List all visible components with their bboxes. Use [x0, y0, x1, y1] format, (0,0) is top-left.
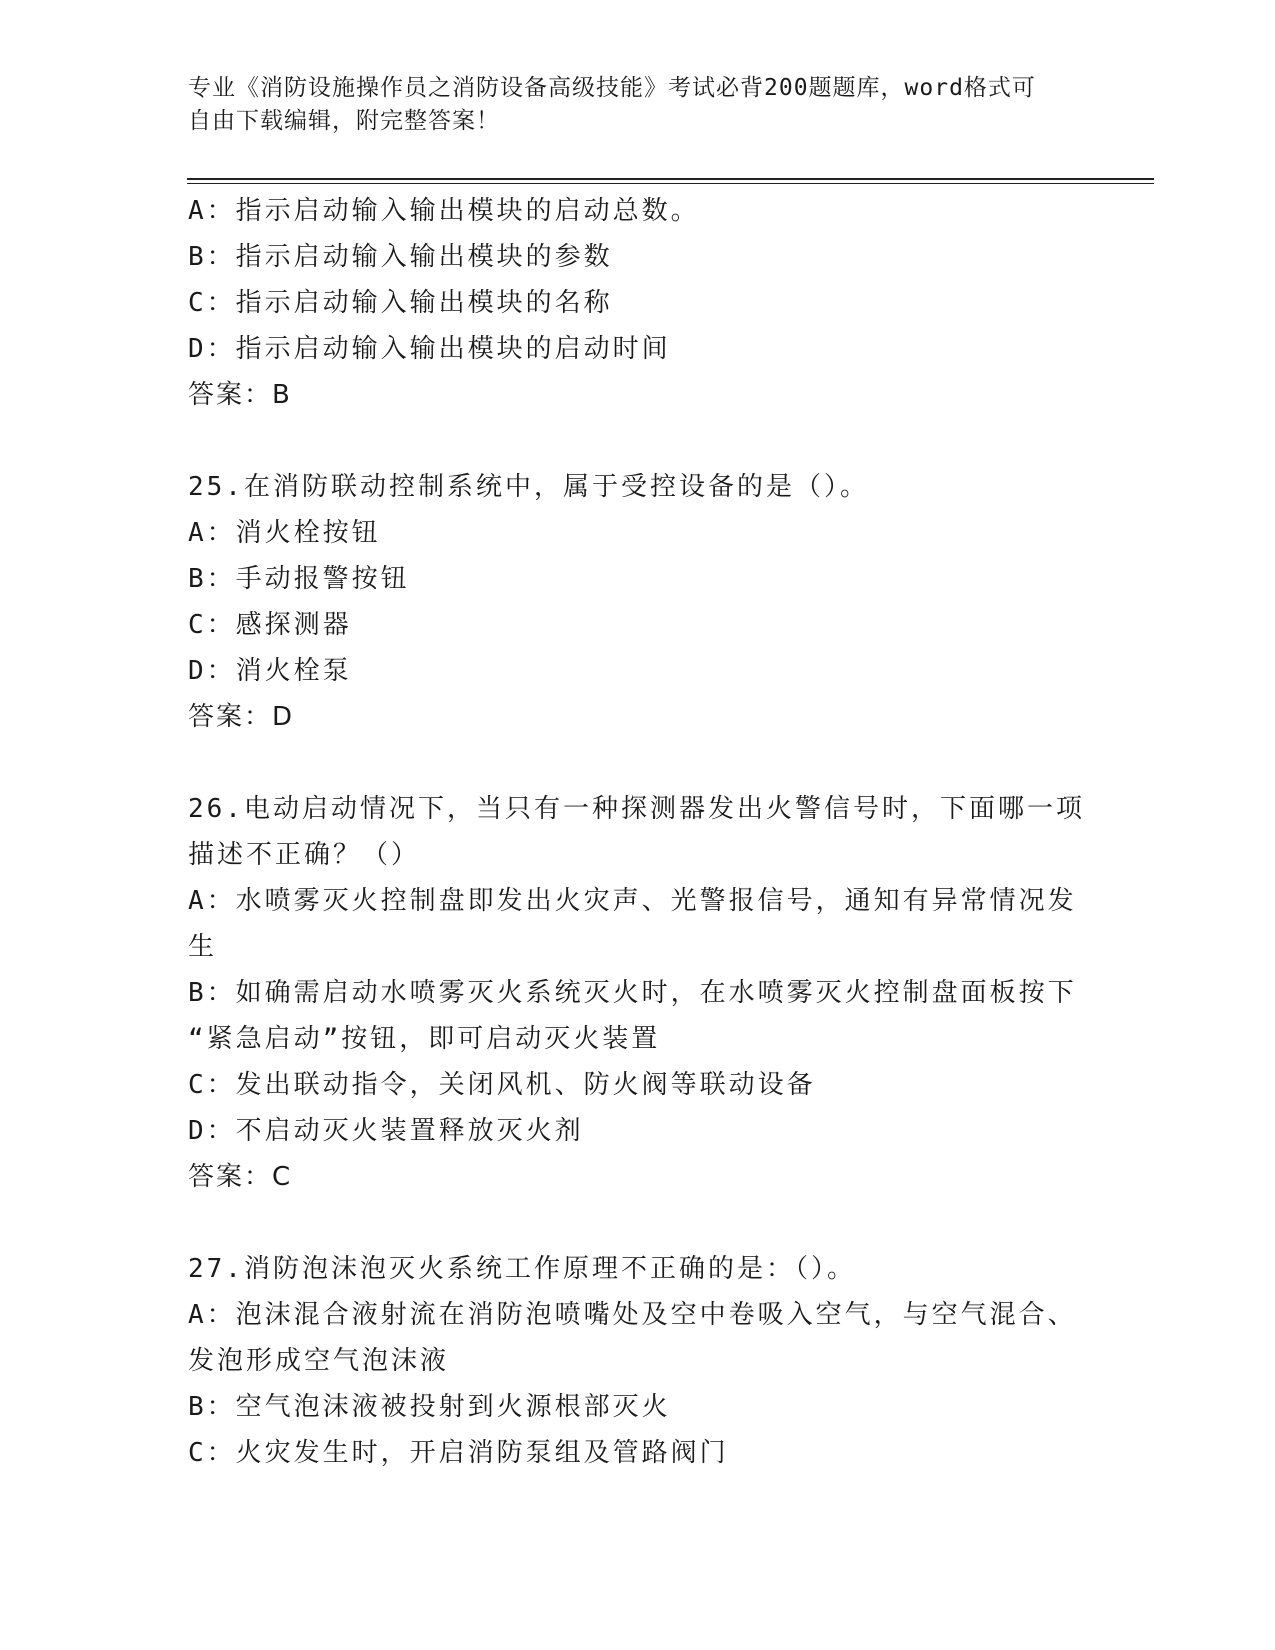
option-d: D：不启动灭火装置释放灭火剂	[188, 1116, 584, 1146]
option-c: C：火灾发生时，开启消防泵组及管路阀门	[188, 1438, 729, 1468]
question-text: 25.在消防联动控制系统中，属于受控设备的是（）。	[188, 472, 869, 502]
option-a-line-1: A：泡沫混合液射流在消防泡喷嘴处及空中卷吸入空气，与空气混合、	[188, 1300, 1077, 1330]
question-25-block	[188, 464, 1088, 740]
option-c: C：发出联动指令，关闭风机、防火阀等联动设备	[188, 1070, 816, 1100]
option-a-line-2: 发泡形成空气泡沫液	[188, 1346, 450, 1376]
option-b: B：空气泡沫液被投射到火源根部灭火	[188, 1392, 671, 1422]
spacer	[188, 1200, 1088, 1246]
document-body	[188, 188, 1088, 1476]
spacer	[188, 418, 1088, 464]
answer-line: 答案：D	[188, 702, 295, 732]
option-a: A：指示启动输入输出模块的启动总数。	[188, 196, 700, 226]
question-26-block	[188, 786, 1088, 1200]
spacer	[188, 740, 1088, 786]
header-divider-thick	[187, 178, 1154, 180]
option-d: D：消火栓泵	[188, 656, 352, 686]
option-b: B：指示启动输入输出模块的参数	[188, 242, 613, 272]
option-b-line-2: “紧急启动”按钮，即可启动灭火装置	[188, 1024, 661, 1054]
option-a: A：消火栓按钮	[188, 518, 381, 548]
option-c: C：感探测器	[188, 610, 352, 640]
header-line-2: 自由下载编辑，附完整答案！	[188, 108, 500, 134]
question-27-block	[188, 1246, 1088, 1476]
answer-line: 答案：C	[188, 1162, 293, 1192]
option-b-line-1: B：如确需启动水喷雾灭火系统灭火时，在水喷雾灭火控制盘面板按下	[188, 978, 1077, 1008]
option-a-line-2: 生	[188, 932, 218, 962]
answer-line: 答案：B	[188, 380, 292, 410]
question-text: 27.消防泡沫泡灭火系统工作原理不正确的是：（）。	[188, 1254, 856, 1284]
option-d: D：指示启动输入输出模块的启动时间	[188, 334, 671, 364]
header-divider-thin	[187, 183, 1154, 184]
question-text-line-1: 26.电动启动情况下，当只有一种探测器发出火警信号时，下面哪一项	[188, 794, 1085, 824]
question-24-block	[188, 188, 1088, 418]
document-header	[188, 72, 1068, 138]
option-a-line-1: A：水喷雾灭火控制盘即发出火灾声、光警报信号，通知有异常情况发	[188, 886, 1077, 916]
option-c: C：指示启动输入输出模块的名称	[188, 288, 613, 318]
question-text-line-2: 描述不正确？（）	[188, 840, 421, 870]
header-line-1: 专业《消防设施操作员之消防设备高级技能》考试必背200题题库，word格式可	[188, 75, 1036, 101]
option-b: B：手动报警按钮	[188, 564, 410, 594]
